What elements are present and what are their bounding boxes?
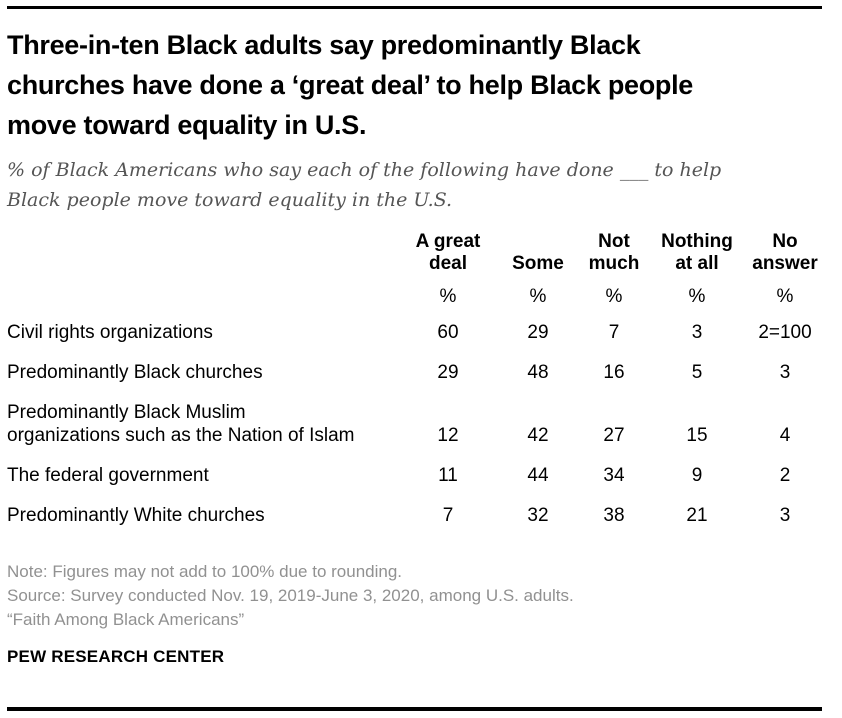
- column-header-line: A great: [415, 231, 481, 252]
- row-label: Civil rights organizations: [7, 322, 213, 343]
- data-table: [7, 231, 831, 536]
- table-row: [7, 393, 831, 456]
- table-row: [7, 496, 831, 536]
- column-header-line: Not: [598, 231, 630, 252]
- value-cell: 2=100: [758, 322, 812, 343]
- value-cell: 48: [527, 362, 549, 383]
- page-subtitle: [7, 155, 822, 215]
- value-cell: 21: [686, 505, 708, 526]
- footnotes: [7, 560, 822, 632]
- table-row: [7, 456, 831, 496]
- value-cell: 60: [437, 322, 459, 343]
- unit-cell: %: [439, 286, 457, 307]
- value-cell: 42: [527, 425, 549, 446]
- unit-cell: %: [688, 286, 706, 307]
- value-cell: 29: [527, 322, 549, 343]
- value-cell: 34: [603, 465, 625, 486]
- value-cell: 7: [608, 322, 620, 343]
- column-header-not-much: [573, 231, 655, 275]
- page-title: [7, 25, 822, 145]
- unit-row: [7, 275, 831, 313]
- page-subtitle-line: % of Black Americans who say each of the following have done ___ to help: [7, 159, 722, 181]
- unit-cell: %: [605, 286, 623, 307]
- row-label: [7, 393, 393, 456]
- page-subtitle-line: Black people move toward equality in the U.S.: [7, 189, 453, 211]
- source-text: Source: Survey conducted Nov. 19, 2019-June 3, 2020, among U.S. adults.: [7, 586, 574, 605]
- value-cell: 12: [437, 425, 459, 446]
- column-header-line: deal: [428, 253, 468, 274]
- value-cell: 7: [442, 505, 454, 526]
- value-cell: 44: [527, 465, 549, 486]
- column-header-line: answer: [752, 253, 818, 274]
- column-header-line: at all: [675, 253, 719, 274]
- value-cell: 32: [527, 505, 549, 526]
- report-title-text: “Faith Among Black Americans”: [7, 610, 245, 629]
- column-header-line: Nothing: [661, 231, 733, 252]
- table-row: [7, 353, 831, 393]
- top-divider-bar: [7, 6, 822, 9]
- value-cell: 16: [603, 362, 625, 383]
- page-title-line: churches have done a ‘great deal’ to help Black people: [7, 70, 694, 100]
- value-cell: 2: [779, 465, 791, 486]
- note-text: Note: Figures may not add to 100% due to rounding.: [7, 562, 403, 581]
- value-cell: 27: [603, 425, 625, 446]
- value-cell: 4: [779, 425, 791, 446]
- unit-cell: %: [529, 286, 547, 307]
- column-header-line: No: [772, 231, 798, 252]
- bottom-divider-bar: [7, 707, 822, 711]
- row-label: The federal government: [7, 465, 209, 486]
- unit-cell-empty: [7, 275, 393, 313]
- value-cell: 38: [603, 505, 625, 526]
- table-row: [7, 313, 831, 353]
- value-cell: 3: [779, 362, 791, 383]
- row-label: Predominantly Black churches: [7, 362, 263, 383]
- unit-cell: %: [776, 286, 794, 307]
- column-header-no-answer: [739, 231, 831, 275]
- page-title-line: Three-in-ten Black adults say predominantly Black: [7, 30, 641, 60]
- value-cell: 15: [686, 425, 708, 446]
- column-header-line: Some: [512, 253, 564, 274]
- column-header-nothing-at-all: [655, 231, 739, 275]
- page-title-line: move toward equality in U.S.: [7, 110, 367, 140]
- column-header-empty: [7, 231, 393, 275]
- column-header-line: much: [588, 253, 640, 274]
- value-cell: 29: [437, 362, 459, 383]
- row-label-text: Predominantly Black Muslim organizations such as the Nation of Islam: [7, 402, 355, 446]
- table-header-row: [7, 231, 831, 275]
- row-label: Predominantly White churches: [7, 505, 265, 526]
- value-cell: 3: [691, 322, 703, 343]
- column-header-a-great-deal: [393, 231, 503, 275]
- value-cell: 11: [438, 465, 458, 486]
- value-cell: 5: [691, 362, 703, 383]
- value-cell: 9: [691, 465, 703, 486]
- pew-research-center-wordmark: PEW RESEARCH CENTER: [7, 647, 225, 666]
- column-header-some: [503, 231, 573, 275]
- value-cell: 3: [779, 505, 791, 526]
